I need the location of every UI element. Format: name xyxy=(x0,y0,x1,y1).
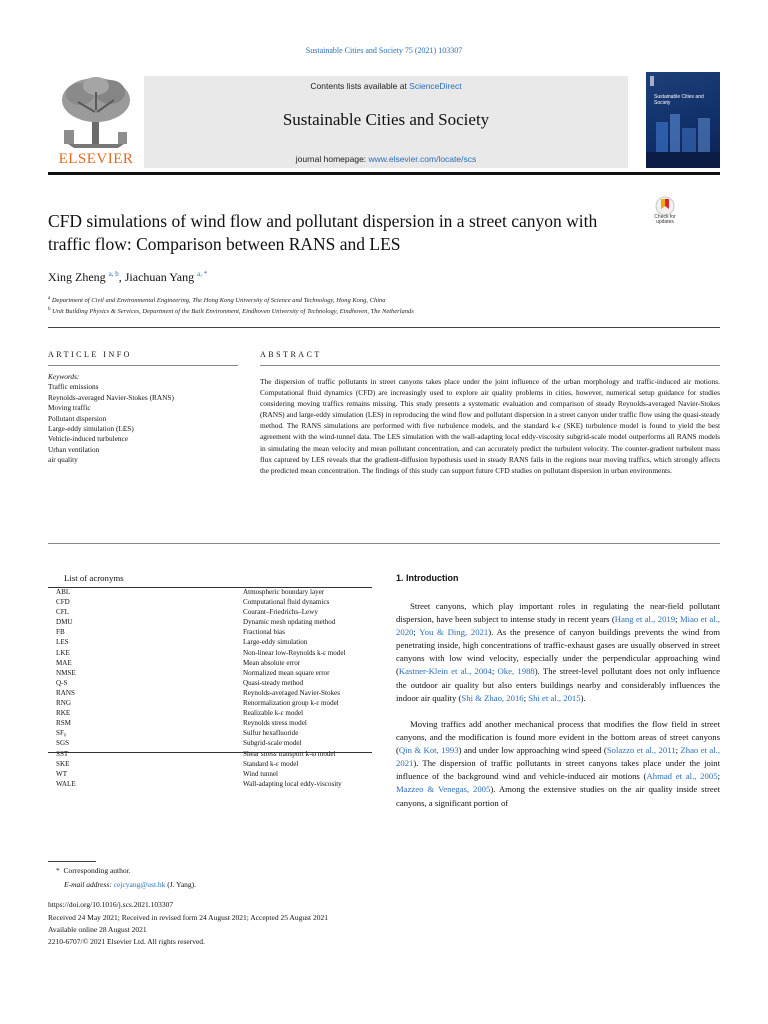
citation-link[interactable]: Miao et al., 2020 xyxy=(396,614,720,638)
contents-line xyxy=(144,81,628,91)
acronym-abbreviation: LKE xyxy=(56,648,70,657)
acronym-row xyxy=(48,658,372,668)
acronym-abbreviation: LES xyxy=(56,638,69,647)
acronym-definition: Shear stress transport k-ω model xyxy=(243,749,336,758)
crossmark-label-line1: Check for xyxy=(654,214,676,220)
journal-homepage-link[interactable]: www.elsevier.com/locate/scs xyxy=(368,154,477,164)
acronym-abbreviation: CFL xyxy=(56,608,70,617)
keyword-item: Vehicle-induced turbulence xyxy=(48,434,129,444)
paragraph-text: Moving traffics add another mechanical process that modifies the flow field in street canyons, and the modification is found more evident in the bottom areas of street canyons ( xyxy=(396,719,720,756)
homepage-line xyxy=(144,154,628,164)
acronym-abbreviation: Q-S xyxy=(56,678,68,687)
acronym-row xyxy=(48,708,372,718)
header-divider xyxy=(48,327,720,328)
citation-link[interactable]: You & Ding, 2021 xyxy=(419,627,489,638)
masthead xyxy=(48,72,720,168)
received-dates: Received 24 May 2021; Received in revised form 24 August 2021; Accepted 25 August 2021 xyxy=(48,913,328,922)
abstract-divider xyxy=(260,365,720,366)
corresponding-author-note xyxy=(56,866,131,875)
acronym-definition: Normalized mean square error xyxy=(243,668,330,677)
acronym-definition: Quasi-steady method xyxy=(243,678,304,687)
acronym-row xyxy=(48,637,372,647)
journal-cover-thumbnail[interactable] xyxy=(646,72,720,168)
acronym-row xyxy=(48,738,372,748)
doi-link[interactable]: https://doi.org/10.1016/j.scs.2021.103307 xyxy=(48,900,174,909)
paragraph-text: ; xyxy=(413,627,420,638)
acronym-abbreviation: SGS xyxy=(56,739,70,748)
acronym-definition: Fractional bias xyxy=(243,628,285,637)
affiliation-a: $^a$ Department of Civil and Environmental Engineering, The Hong Kong University of Science and Technology, Hong Kong, China xyxy=(48,296,386,305)
acronym-definition: Large-eddy simulation xyxy=(243,638,308,647)
acronym-definition: Computational fluid dynamics xyxy=(243,598,330,607)
article-info-divider xyxy=(48,365,238,366)
paragraph-text: ). xyxy=(580,692,586,703)
acronym-row xyxy=(48,688,372,698)
acronym-table-bottom-rule xyxy=(48,752,372,753)
masthead-divider xyxy=(48,172,720,175)
paragraph-text: ). The dispersion of traffic pollutants in street canyons takes place under the joint influence of the background wind and vehicle-induced air motions ( xyxy=(396,758,720,782)
acronym-abbreviation: WT xyxy=(56,769,68,778)
acronym-definition: Atmospheric boundary layer xyxy=(243,588,325,596)
keywords-label: Keywords: xyxy=(48,372,80,381)
corresponding-mark: * xyxy=(56,866,60,875)
acronym-abbreviation: RANS xyxy=(56,688,75,697)
acronym-list-title: List of acronyms xyxy=(64,573,124,583)
acronym-row xyxy=(48,779,372,789)
author-list xyxy=(48,270,207,285)
acronym-row xyxy=(48,668,372,678)
acronym-definition: Renormalization group k-ε model xyxy=(243,699,339,708)
paragraph-text: ). The street-level pollutant does not only influence the outdoor air quality but also enters buildings nearby and considerably influences the indoor air quality ( xyxy=(396,666,720,703)
acronym-definition: Reynolds stress model xyxy=(243,719,307,728)
affiliation-b-text: Unit Building Physics & Services, Department of the Built Environment, Eindhoven University of Technology, Eindhoven, The Netherlands xyxy=(52,308,414,316)
acronym-definition: Sulfur hexafluoride xyxy=(243,729,299,738)
author-separator: , xyxy=(118,270,125,284)
keyword-item: Traffic emissions xyxy=(48,382,99,392)
acronym-definition: Non-linear low-Reynolds k-ε model xyxy=(243,648,346,657)
keyword-item: Large-eddy simulation (LES) xyxy=(48,424,134,434)
citation-link[interactable]: Mazzeo & Venegas, 2005 xyxy=(396,784,491,795)
acronym-table-body xyxy=(48,587,372,789)
acronym-row xyxy=(48,698,372,708)
citation-link[interactable]: Hang et al., 2019 xyxy=(614,614,676,625)
acronym-row xyxy=(48,607,372,617)
affiliation-b: $^b$ Unit Building Physics & Services, Department of the Built Environment, Eindhoven University of Technology, Eindhoven, The Netherlands xyxy=(48,307,414,316)
sciencedirect-link[interactable]: ScienceDirect xyxy=(409,81,462,91)
acronym-row xyxy=(48,728,372,738)
author-name[interactable]: Jiachuan Yang xyxy=(124,270,195,284)
email-note xyxy=(64,880,196,889)
acronym-row xyxy=(48,759,372,769)
crossmark-label xyxy=(648,215,682,225)
crossmark-icon xyxy=(648,196,682,216)
author-name[interactable]: Xing Zheng xyxy=(48,270,106,284)
keyword-item: Reynolds-averaged Navier-Stokes (RANS) xyxy=(48,392,174,402)
paragraph-text: ; xyxy=(675,614,680,625)
email-suffix: (J. Yang). xyxy=(165,880,197,889)
intro-paragraph-2 xyxy=(396,718,720,810)
acronym-abbreviation: FB xyxy=(56,628,65,637)
citation-link[interactable]: Qin & Kot, 1993 xyxy=(398,745,459,756)
citation-link[interactable]: Zhao et al., 2021 xyxy=(396,745,721,769)
acronym-row xyxy=(48,597,372,607)
acronym-abbreviation: CFD xyxy=(56,598,70,607)
article-info-heading: ARTICLE INFO xyxy=(48,350,132,359)
acronym-row xyxy=(48,648,372,658)
acronym-definition: Wall-adapting local eddy-viscosity xyxy=(243,779,342,788)
homepage-prefix: journal homepage: xyxy=(295,154,369,164)
keyword-item: air quality xyxy=(48,455,78,465)
article-title: CFD simulations of wind flow and pollutant dispersion in a street canyon with traffic flow: Comparison between RANS and LES xyxy=(48,211,598,254)
acronym-abbreviation: RKE xyxy=(56,709,71,718)
citation-link[interactable]: Oke, 1988 xyxy=(497,666,535,677)
copyright-notice: 2210-6707/© 2021 Elsevier Ltd. All rights reserved. xyxy=(48,937,205,946)
abstract-bottom-divider xyxy=(48,543,720,544)
keyword-item: Urban ventilation xyxy=(48,444,100,454)
keyword-item: Pollutant dispersion xyxy=(48,413,107,423)
acronym-abbreviation: SKE xyxy=(56,759,70,768)
email-label: E-mail address: xyxy=(64,880,112,889)
paragraph-text: ) and under low approaching wind speed ( xyxy=(458,745,607,756)
acronym-row xyxy=(48,718,372,728)
corresponding-text: Corresponding author. xyxy=(63,866,131,875)
crossmark-label-line2: updates xyxy=(656,219,674,225)
introduction-heading: 1. Introduction xyxy=(396,573,459,583)
citation-link[interactable]: Ahmad et al., 2005 xyxy=(646,771,718,782)
contents-prefix: Contents lists available at xyxy=(310,81,410,91)
footnote-divider xyxy=(48,861,96,862)
acronym-abbreviation: ABL xyxy=(56,588,71,596)
acronym-definition: Reynolds-averaged Navier-Stokes xyxy=(243,688,340,697)
acronym-row xyxy=(48,678,372,688)
acronym-abbreviation: NMSE xyxy=(56,668,76,677)
journal-reference-link[interactable]: Sustainable Cities and Society 75 (2021) 103307 xyxy=(305,46,463,55)
acronym-abbreviation: RSM xyxy=(56,719,71,728)
acronym-definition: Dynamic mesh updating method xyxy=(243,618,336,627)
affiliation-a-text: Department of Civil and Environmental Engineering, The Hong Kong University of Science and Technology, Hong Kong, China xyxy=(51,297,386,305)
acronym-table xyxy=(48,587,372,789)
acronym-row xyxy=(48,627,372,637)
acronym-definition: Courant–Friedrichs–Lewy xyxy=(243,608,318,617)
acronym-row xyxy=(48,769,372,779)
acronym-abbreviation: SF₆ xyxy=(56,729,67,738)
acronym-row xyxy=(48,617,372,627)
acronym-abbreviation: RNG xyxy=(56,699,71,708)
cover-art-icon xyxy=(646,72,720,168)
acronym-definition: Realizable k-ε model xyxy=(243,709,304,718)
keywords-block xyxy=(48,372,238,466)
keyword-item: Moving traffic xyxy=(48,403,91,413)
acronym-row xyxy=(48,587,372,597)
paragraph-text: ). Among the extensive studies on the air quality inside street canyons, a significant portion of xyxy=(396,784,720,808)
citation-link[interactable]: Solazzo et al., 2011 xyxy=(606,745,676,756)
paragraph-text: ; xyxy=(717,771,720,782)
publisher-name: ELSEVIER xyxy=(58,151,134,167)
acronym-definition: Wind tunnel xyxy=(243,769,278,778)
paragraph-text: ). As the presence of canyon buildings prevents the wind from penetrating inside, high concentrations of traffic-exhaust gases are usually observed in street canyons with low wind velocity, especially under the perpendicular approaching wind ( xyxy=(396,627,720,677)
acronym-abbreviation: SST xyxy=(56,749,69,758)
abstract-text: The dispersion of traffic pollutants in street canyons takes place under the joint influence of the urban morphology and traffic-induced air motions. Computational fluid dynamics (CFD) are increasingly used to explore air quality problems in cities, however, numerical setup guidance for studies considering moving traffics remains missing. This study presents a systematic evaluation and comparison of steady Reynolds-averaged Navier-Stokes (RANS) and large-eddy simulation (LES) in reproducing the wind flow and pollutant dispersion in a street canyon under traffic flow using the quasi-steady method. The RANS simulations are performed with five turbulence models, and the standard k-ε (SKE) turbulence model is found to yield the best agreement with the wind-tunnel data. The LES simulation with the wall-adapting local eddy-viscosity subgrid-scale model outperforms all RANS models in simulating the mean velocity and mean pollutant concentration, and can accurately predict the turbulent velocity. The counter-gradient turbulent mass flux captured by LES reveals that the gradient-diffusion hypothesis used in steady RANS fails in the regions near moving traffics, which strongly affects the predicted mean concentration. The findings of this study can support future CFD studies on pollutant dispersion in urban environments. xyxy=(260,377,720,475)
acronym-definition: Mean absolute error xyxy=(243,658,301,667)
acronym-definition: Subgrid-scale model xyxy=(243,739,302,748)
acronym-abbreviation: WALE xyxy=(56,779,76,788)
citation-link[interactable]: Shi & Zhao, 2016 xyxy=(461,692,524,703)
email-link[interactable]: cejcyang@ust.hk xyxy=(113,880,166,889)
author-affiliation-mark[interactable]: a, b xyxy=(108,270,119,278)
acronym-abbreviation: DMU xyxy=(56,618,73,627)
author-affiliation-mark[interactable]: a, * xyxy=(197,270,208,278)
journal-title: Sustainable Cities and Society xyxy=(282,110,490,129)
citation-link[interactable]: Kastner-Klein et al., 2004 xyxy=(398,666,492,677)
elsevier-tree-logo-icon xyxy=(48,72,144,168)
paragraph-text: Street canyons, which play important roles in regulating the near-field pollutant dispersion, have been subject to intense study in recent years ( xyxy=(396,601,720,625)
paragraph-text: ; xyxy=(491,666,498,677)
intro-paragraph-1 xyxy=(396,600,720,705)
acronym-definition: Standard k-ε model xyxy=(243,759,299,768)
check-for-updates-button[interactable] xyxy=(648,196,682,228)
online-date: Available online 28 August 2021 xyxy=(48,925,147,934)
cover-title: Sustainable Cities and Society xyxy=(654,94,704,106)
paragraph-text: ; xyxy=(523,692,529,703)
acronym-abbreviation: MAE xyxy=(56,658,72,667)
abstract-heading: ABSTRACT xyxy=(260,350,322,359)
acronym-row xyxy=(48,749,372,759)
citation-link[interactable]: Shi et al., 2015 xyxy=(528,692,581,703)
journal-banner xyxy=(144,76,628,168)
paragraph-text: ; xyxy=(675,745,681,756)
